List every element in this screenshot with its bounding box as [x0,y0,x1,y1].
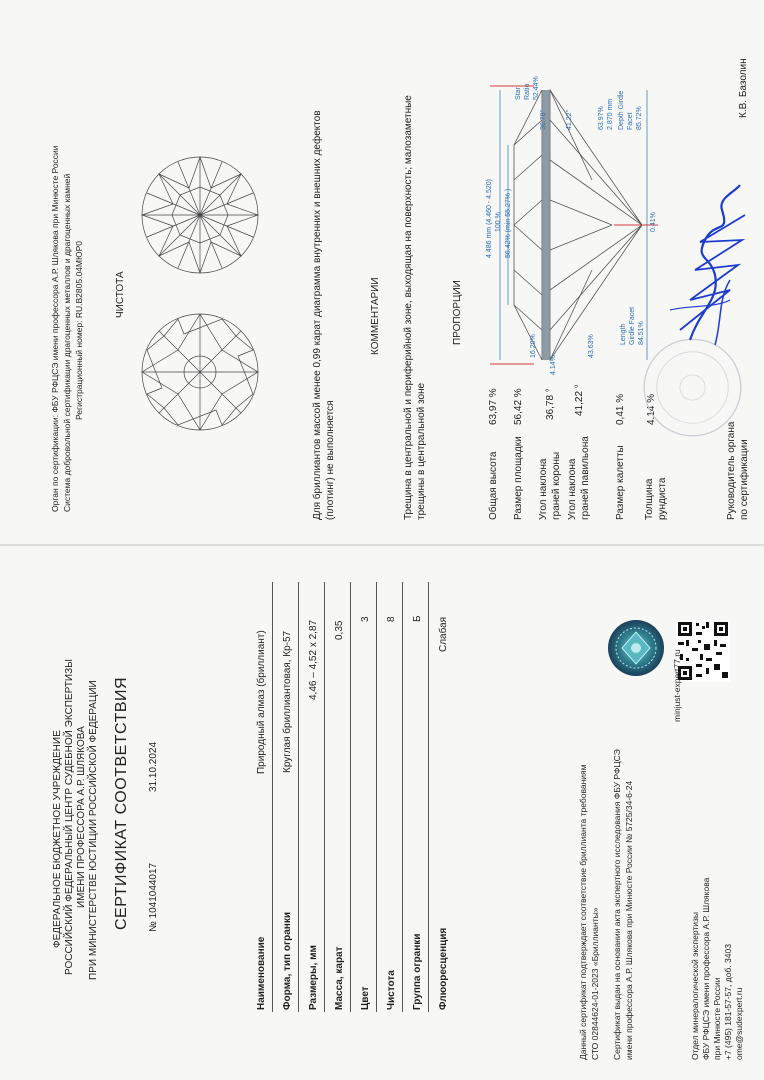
diagram-girdle: 4.14% [550,355,557,375]
prop-label-pavilion-angle-1: Угол наклона [567,458,578,520]
department-line-5: ome@sudexpert.ru [734,987,744,1060]
prop-value-total-depth: 63,97 % [488,388,499,425]
prop-value-table: 56,42 % [513,388,524,425]
diagram-culet: 0.41% [650,212,657,232]
prop-label-girdle-2: рундиста [657,477,668,520]
diagram-total-depth: 63.97% 2.870 mm [598,98,614,130]
field-value-mass: 0,35 [334,620,345,640]
certificate-title: СЕРТИФИКАТ СООТВЕТСТВИЯ [113,676,130,930]
certificate-date: 31.10.2024 [148,741,159,792]
diagram-crown-angle: 36.78° [540,109,547,130]
diagram-diameter-pct: 100 % [495,212,502,232]
prop-label-crown-angle-1: Угол наклона [538,458,549,520]
field-label-fluorescence: Флюоресценция [438,927,449,1010]
prop-label-girdle-1: Толщина [644,478,655,520]
prop-label-total-depth: Общая высота [488,451,499,520]
diagram-table: 56.42% (min 55.27% ) [505,188,512,258]
field-label-cut-group: Группа огранки [412,933,423,1010]
diagram-depth-facet: Depth Girdle Facet 85.72% [618,90,643,130]
pavilion-view-diagram [140,312,260,432]
field-value-clarity: 8 [386,616,397,622]
org-line-1: ФЕДЕРАЛЬНОЕ БЮДЖЕТНОЕ УЧРЕЖДЕНИЕ [52,730,63,948]
diagram-pavilion-angle: 41.22° [566,109,573,130]
head-title-line-1: Руководитель органа [726,421,737,520]
department-line-1: Отдел минералогической экспертизы [690,911,700,1060]
org-line-2: РОССИЙСКИЙ ФЕДЕРАЛЬНЫЙ ЦЕНТР СУДЕБНОЙ ЭКСПЕРТИЗЫ [64,658,75,975]
prop-value-pavilion-angle: 41,22 ° [574,384,585,416]
field-value-color: 3 [360,616,371,622]
stamp-seal-icon [640,335,745,440]
field-label-mass: Масса, карат [334,946,345,1010]
qr-code-icon [676,620,730,682]
hologram-seal-icon [606,618,666,678]
department-line-2: ФБУ РФЦСЭ имени профессора А.Р. Шлякова [701,877,711,1060]
diagram-lower-girdle: Length Girdle Facet 84.51% [620,306,645,345]
crown-view-diagram [140,155,260,275]
certificate-number: № 1041044017 [148,862,159,932]
field-label-clarity: Чистота [386,970,397,1010]
issued-line-1: Сертификат выдан на основании акта экспертного исследования ФБУ РФЦСЭ [612,749,622,1060]
fold-line [0,544,764,546]
field-value-shape: Круглая бриллиантовая, Кр-57 [282,630,293,773]
issued-line-2: имени профессора А.Р. Шлякова при Минюсте России № 5725/34-6-24 [624,780,634,1060]
diagram-star: Star Ratio 52.44% [515,76,540,100]
accreditation-line-3: Регистрационный номер: RU.B2805.04МЮР0 [74,241,84,420]
prop-value-crown-angle: 36,78 ° [545,388,556,420]
prop-label-crown-angle-2: граней короны [551,451,562,520]
diagram-pavilion-depth: 43.63% [588,334,595,358]
accreditation-line-1: Орган по сертификации: ФБУ РФЦСЭ имени профессора А.Р. Шлякова при Минюсте России [50,145,60,512]
prop-value-girdle: 4,14 % [646,393,657,425]
comments-title: КОММЕНТАРИИ [370,277,381,355]
department-line-3: при Минюсте России [712,977,722,1060]
field-value-cut-group: Б [412,615,423,622]
org-line-4: ПРИ МИНИСТЕРСТВЕ ЮСТИЦИИ РОССИЙСКОЙ ФЕДЕРАЦИИ [88,680,99,980]
prop-value-culet: 0,41 % [615,393,626,425]
prop-label-culet: Размер калетты [615,445,626,520]
field-label-dimensions: Размеры, мм [308,945,319,1010]
field-value-name: Природный алмаз (бриллиант) [256,630,267,774]
prop-label-table: Размер площадки [513,436,524,520]
conformity-line-2: СТО 02844624-01-2023 «Бриллианты» [590,907,600,1060]
proportions-title: ПРОПОРЦИИ [452,280,463,345]
field-label-shape: Форма, тип огранки [282,911,293,1010]
department-line-4: +7 (495) 181-57-57, доб. 3403 [723,944,733,1060]
accreditation-line-2: Система добровольной сертификации драгоценных металлов и драгоценных камней [62,173,72,512]
field-label-color: Цвет [360,986,371,1010]
prop-label-pavilion-angle-2: граней павильона [580,436,591,520]
diagram-crown-height: 16.20% [530,334,537,358]
conformity-line-1: Данный сертификат подтверждает соответствие бриллианта требованиям [578,764,588,1060]
comments-line-2: трещины в центральной зоне [416,382,427,520]
website-text: minjust-expert77.ru [672,649,682,722]
clarity-title: ЧИСТОТА [115,271,126,318]
clarity-note-line-1: Для бриллиантов массой менее 0,99 карат диаграмма внутренних и внешних дефектов [312,110,323,520]
head-name: К.В. Базолин [738,58,749,118]
clarity-note-line-2: (плотинг) не выполняется [325,400,336,520]
signature-image [660,180,760,350]
field-label-name: Наименование [256,936,267,1010]
comments-line-1: Трещина в центральной и периферийной зоне, выходящая на поверхность; малозаметные [403,95,414,520]
field-value-dimensions: 4,46 – 4,52 x 2,87 [308,619,319,700]
org-line-3: ИМЕНИ ПРОФЕССОРА А.Р. ШЛЯКОВА [76,726,87,908]
diagram-diameter: 4.486 mm (4.460 - 4.520) [486,179,493,258]
field-value-fluorescence: Слабая [438,616,449,652]
head-title-line-2: по сертификации [739,439,750,520]
